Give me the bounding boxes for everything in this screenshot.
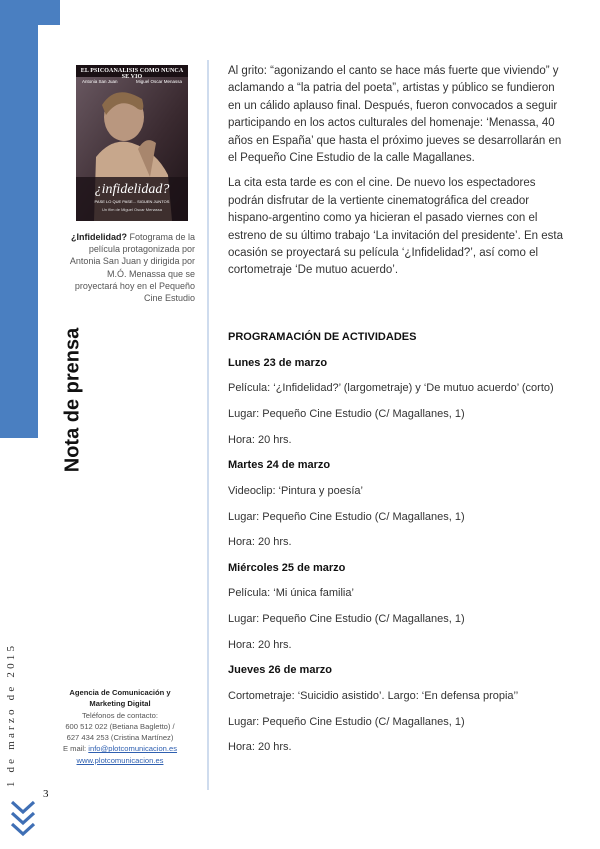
- paragraph-2: La cita esta tarde es con el cine. De nuevo los espectadores podrán disfrutar de la vertiente cinematográfica del creador hispano-argentino como ya hicieran el pasado viernes con el estreno de su último trabajo ‘La invitación del presidente’. En esta ocasión se proyectará su película ‘¿Infidelidad?’, así como el cortometraje ‘De mutuo acuerdo’.: [228, 177, 563, 277]
- program-day: Jueves 26 de marzo: [228, 664, 332, 676]
- page-number: 3: [43, 788, 49, 800]
- program-activity: Cortometraje: ‘Suicidio asistido’. Largo: ‘En defensa propia’’: [228, 690, 519, 702]
- chevron-down-icon: [11, 800, 35, 840]
- poster-actor-left: Antonia San Juan: [82, 79, 118, 84]
- program-section: [228, 330, 578, 753]
- poster-subtitle: PASE LO QUE PASE... SIGUEN JUNTOS: [94, 199, 170, 204]
- program-place: Lugar: Pequeño Cine Estudio (C/ Magallanes, 1): [228, 511, 465, 523]
- article-body: [228, 63, 568, 288]
- email-link[interactable]: info@plotcomunicacion.es: [88, 744, 178, 754]
- poster-headline: EL PSICOANALISIS COMO NUNCA SE VIO: [80, 68, 184, 80]
- agency-contact: [40, 687, 200, 766]
- program-time: Hora: 20 hrs.: [228, 741, 292, 753]
- poster-actor-right: Miguel Oscar Menassa: [135, 79, 182, 84]
- program-activity: Película: ‘¿Infidelidad?’ (largometraje) y ‘De mutuo acuerdo’ (corto): [228, 382, 554, 394]
- paragraph-1: Al grito: “agonizando el canto se hace más fuerte que viviendo” y aclamando a “la patria del poeta”, artistas y público se fundieron en un cálido aplauso final. Después, fueron convocados a seguir participando en los actos culturales del homenaje: ‘Menassa, 40 años en España’ que hasta el próximo jueves se desarrollarán en el Pequeño Cine Estudio de la calle Magallanes.: [228, 65, 562, 165]
- vertical-title-text: Nota de prensa: [61, 327, 84, 473]
- caption-text: Fotograma de la película protagonizada por Antonia San Juan y dirigida por M.Ó. Menassa que se proyectará hoy en el Pequeño Cine Estudio: [69, 232, 195, 304]
- program-place: Lugar: Pequeño Cine Estudio (C/ Magallanes, 1): [228, 716, 465, 728]
- program-time: Hora: 20 hrs.: [228, 536, 292, 548]
- phone-1: 600 512 022 (Betiana Bagletto) /: [65, 721, 175, 731]
- poster-director: Un film de Miguel Oscar Menassa: [101, 207, 163, 212]
- caption-title: ¿Infidelidad?: [70, 232, 127, 242]
- program-heading: PROGRAMACIÓN DE ACTIVIDADES: [228, 331, 417, 343]
- vertical-title: [56, 320, 90, 480]
- program-day: Lunes 23 de marzo: [228, 357, 328, 369]
- agency-name: Agencia de Comunicación y Marketing Digital: [69, 688, 171, 709]
- email-label: E mail:: [62, 744, 89, 754]
- website-link[interactable]: www.plotcomunicacion.es: [76, 755, 164, 765]
- column-divider: [207, 60, 209, 790]
- phone-2: 627 434 253 (Cristina Martínez): [66, 733, 174, 743]
- movie-poster: [76, 65, 188, 221]
- poster-caption: [68, 231, 195, 304]
- email-line: [40, 743, 200, 754]
- program-place: Lugar: Pequeño Cine Estudio (C/ Magallanes, 1): [228, 613, 465, 625]
- poster-title: ¿infidelidad?: [94, 182, 170, 197]
- vertical-date: [0, 635, 22, 795]
- vertical-date-text: 1 de marzo de 2015: [5, 642, 17, 788]
- program-day: Martes 24 de marzo: [228, 459, 331, 471]
- program-day: Miércoles 25 de marzo: [228, 562, 346, 574]
- program-activity: Película: ‘Mi única familia’: [228, 587, 354, 599]
- phones-label: Teléfonos de contacto:: [82, 710, 158, 720]
- sidebar-accent-bar: [0, 0, 38, 438]
- program-time: Hora: 20 hrs.: [228, 639, 292, 651]
- program-place: Lugar: Pequeño Cine Estudio (C/ Magallanes, 1): [228, 408, 465, 420]
- program-activity: Videoclip: ‘Pintura y poesía’: [228, 485, 363, 497]
- program-time: Hora: 20 hrs.: [228, 434, 292, 446]
